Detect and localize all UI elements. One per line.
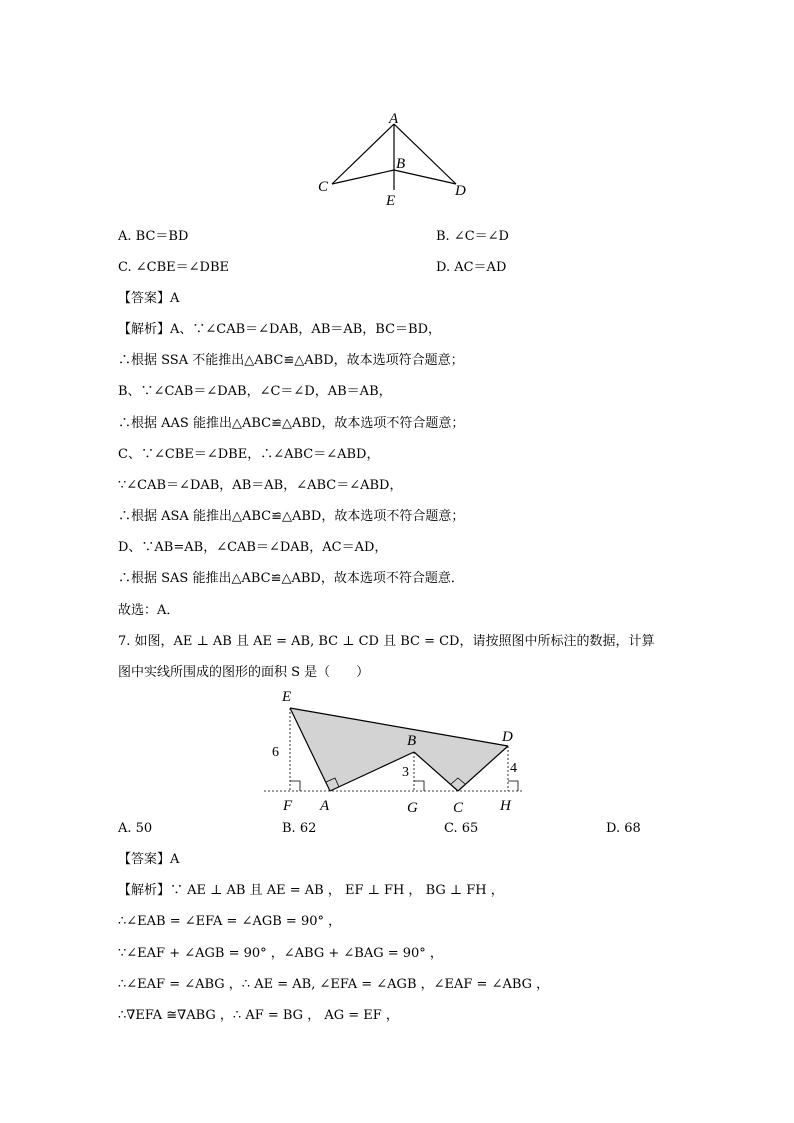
fig1-label-c: C [318,179,329,195]
figure-triangles-acd [312,112,472,212]
q7-option-d: D. 68 [606,821,641,836]
q7-stem-1: 7. 如图，AE ⊥ AB 且 AE = AB, BC ⊥ CD 且 BC = CD，请按照图中所标注的数据，计算 [118,634,655,649]
figure-shaded-area [264,684,524,819]
q6-option-c: C. ∠CBE＝∠DBE [118,260,229,275]
q6-analysis-3: B、∵∠CAB＝∠DAB，∠C＝∠D，AB＝AB， [118,384,392,399]
q7-option-b: B. 62 [282,821,317,836]
q7-analysis-3: ∵∠EAF + ∠AGB = 90° ，∠ABG + ∠BAG = 90° ， [118,946,443,961]
q6-analysis-5: C、∵∠CBE＝∠DBE，∴∠ABC＝∠ABD， [118,447,380,462]
fig1-label-d: D [455,183,466,199]
q7-analysis-1: 【解析】∵ AE ⊥ AB 且 AE = AB ， EF ⊥ FH ， BG ⊥ FH ， [118,883,504,898]
q6-analysis-9: ∴根据 SAS 能推出△ABC≌△ABD，故本选项不符合题意． [118,571,464,586]
q7-answer: 【答案】A [118,852,180,867]
fig1-label-a: A [389,112,399,127]
fig2-length-bg: 3 [402,765,409,780]
fig2-label-h: H [500,798,511,814]
q6-option-a: A. BC＝BD [118,229,189,244]
q6-analysis-4: ∴根据 AAS 能推出△ABC≌△ABD，故本选项不符合题意； [118,416,465,431]
q7-stem-2: 图中实线所围成的图形的面积 S 是（ ） [118,665,370,680]
q7-option-c: C. 65 [444,821,479,836]
q6-analysis-8: D、∵AB=AB，∠CAB＝∠DAB，AC＝AD， [118,540,388,555]
fig2-label-a: A [320,798,330,814]
fig2-label-d: D [502,729,513,745]
q7-analysis-5: ∴∇EFA ≅∇ABG ，∴ AF = BG ， AG = EF ， [118,1008,399,1023]
fig2-length-dh: 4 [510,761,517,776]
q6-analysis-6: ∵∠CAB＝∠DAB，AB＝AB，∠ABC＝∠ABD， [118,478,403,493]
fig2-length-ef: 6 [272,745,279,760]
q6-option-b: B. ∠C＝∠D [436,229,509,244]
fig1-label-e: E [386,193,396,209]
fig2-label-c: C [453,800,464,816]
fig2-label-g: G [407,800,418,816]
q6-analysis-7: ∴根据 ASA 能推出△ABC≌△ABD，故本选项不符合题意； [118,509,465,524]
fig2-label-b: B [407,733,417,749]
q7-analysis-2: ∴∠EAB = ∠EFA = ∠AGB = 90° ， [118,914,342,929]
q6-analysis-2: ∴根据 SSA 不能推出△ABC≌△ABD，故本选项符合题意； [118,353,464,368]
q6-answer: 【答案】A [118,291,180,306]
q6-option-d: D. AC＝AD [436,260,507,275]
q6-analysis-1: 【解析】A、∵∠CAB＝∠DAB，AB＝AB，BC＝BD， [118,322,442,337]
fig1-label-b: B [396,156,406,172]
q7-option-a: A. 50 [118,821,153,836]
fig2-label-f: F [283,798,293,814]
q6-analysis-10: 故选：A． [118,603,180,618]
fig2-label-e: E [282,689,292,705]
q7-analysis-4: ∴∠EAF = ∠ABG ，∴ AE = AB, ∠EFA = ∠AGB ，∠EAF = ∠ABG ， [118,977,550,992]
